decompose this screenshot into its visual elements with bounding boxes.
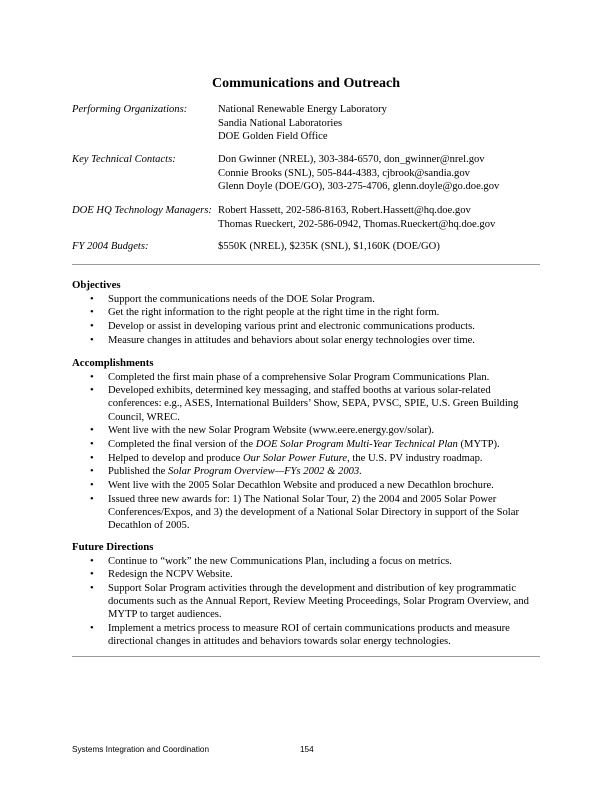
bullet-icon: • bbox=[90, 320, 94, 332]
bullet-icon: • bbox=[90, 452, 94, 464]
page-title: Communications and Outreach bbox=[212, 76, 400, 91]
accomplishments-list bbox=[72, 371, 542, 533]
list-item: • Measure changes in attitudes and behaviors about solar energy technologies over time. bbox=[90, 334, 475, 346]
list-item: • Redesign the NCPV Website. bbox=[90, 569, 233, 581]
document-title: Solar Program Overview—FYs 2002 & 2003. bbox=[168, 466, 362, 478]
list-item: • Went live with the 2005 Solar Decathlon Website and produced a new Decathlon brochure. bbox=[90, 480, 494, 492]
bullet-icon: • bbox=[90, 293, 94, 305]
bullet-icon: • bbox=[90, 569, 94, 581]
list-item: • Develop or assist in developing various print and electronic communications products. bbox=[90, 320, 475, 332]
performing-organizations-values bbox=[218, 103, 387, 144]
key-contacts-label: Key Technical Contacts: bbox=[72, 154, 176, 165]
list-item: • Support the communications needs of the DOE Solar Program. bbox=[90, 293, 375, 305]
bullet-icon: • bbox=[90, 334, 94, 346]
objectives-section bbox=[72, 279, 542, 347]
performing-organizations-label: Performing Organizations: bbox=[72, 104, 188, 115]
budget-value: $550K (NREL), $235K (SNL), $1,160K (DOE/GO) bbox=[218, 241, 440, 252]
budgets-values bbox=[218, 240, 440, 254]
future-directions-section bbox=[72, 541, 542, 649]
bullet-icon: • bbox=[90, 425, 94, 437]
bullet-icon: • bbox=[90, 371, 94, 383]
bullet-icon: • bbox=[90, 555, 94, 567]
key-contacts-values bbox=[218, 153, 499, 194]
manager-value: Thomas Rueckert, 202-586-0942, Thomas.Rueckert@hq.doe.gov bbox=[218, 218, 496, 230]
bullet-icon: • bbox=[90, 623, 94, 635]
future-directions-heading: Future Directions bbox=[72, 541, 154, 553]
bullet-icon: • bbox=[90, 480, 94, 492]
objectives-list bbox=[72, 293, 542, 347]
list-item: • Went live with the new Solar Program Website (www.eere.energy.gov/solar). bbox=[90, 425, 435, 437]
accomplishments-heading: Accomplishments bbox=[72, 357, 154, 369]
list-item: • Helped to develop and produce Our Solar Power Future, the U.S. PV industry roadmap. bbox=[90, 452, 483, 464]
footer-page-number: 154 bbox=[300, 745, 314, 754]
document-title: DOE Solar Program Multi-Year Technical Plan bbox=[255, 439, 458, 451]
list-item: • Support Solar Program activities through the development and distribution of key programmatic documents such as the Annual Report, Review Meeting Proceedings, Solar Program Overview, and MYTP to target audiences. bbox=[90, 582, 529, 621]
footer-section-name: Systems Integration and Coordination bbox=[72, 745, 209, 754]
list-item: • Implement a metrics process to measure ROI of certain communications products and measure directional changes in attitudes and behaviors towards solar energy technologies. bbox=[90, 623, 510, 648]
list-item: • Get the right information to the right people at the right time in the right form. bbox=[90, 307, 440, 319]
managers-label: DOE HQ Technology Managers: bbox=[72, 205, 212, 216]
list-item: • Developed exhibits, determined key messaging, and staffed booths at various solar-related conferences: e.g., ASES, International Builders’ Show, SEPA, PVSC, SPIE, U.S. Green Building Council, WREC. bbox=[90, 385, 519, 423]
managers-values bbox=[218, 204, 495, 231]
manager-value: Robert Hassett, 202-586-8163, Robert.Hassett@hq.doe.gov bbox=[218, 205, 471, 216]
bullet-icon: • bbox=[90, 439, 94, 451]
bullet-icon: • bbox=[90, 385, 94, 397]
bullet-icon: • bbox=[90, 466, 94, 478]
contact-value: Connie Brooks (SNL), 505-844-4383, cjbrook@sandia.gov bbox=[218, 167, 470, 179]
list-item: • Published the Solar Program Overview—FYs 2002 & 2003. bbox=[90, 466, 362, 478]
list-item: • Continue to “work” the new Communications Plan, including a focus on metrics. bbox=[90, 555, 452, 567]
document-title: Our Solar Power Future bbox=[243, 452, 348, 464]
org-value: Sandia National Laboratories bbox=[218, 117, 343, 129]
list-item: • Completed the final version of the DOE Solar Program Multi-Year Technical Plan (MYTP). bbox=[90, 439, 500, 451]
budgets-label: FY 2004 Budgets: bbox=[72, 241, 149, 252]
future-directions-list bbox=[72, 555, 542, 649]
org-value: National Renewable Energy Laboratory bbox=[218, 104, 387, 115]
contact-value: Don Gwinner (NREL), 303-384-6570, don_gwinner@nrel.gov bbox=[218, 154, 485, 165]
bullet-icon: • bbox=[90, 582, 94, 594]
bullet-icon: • bbox=[90, 307, 94, 319]
divider-bottom bbox=[72, 656, 540, 657]
bullet-icon: • bbox=[90, 493, 94, 505]
list-item: • Completed the first main phase of a comprehensive Solar Program Communications Plan. bbox=[90, 371, 490, 383]
accomplishments-section bbox=[72, 357, 542, 533]
contact-value: Glenn Doyle (DOE/GO), 303-275-4706, glenn.doyle@go.doe.gov bbox=[218, 181, 500, 192]
objectives-heading: Objectives bbox=[72, 279, 121, 291]
list-item: • Issued three new awards for: 1) The National Solar Tour, 2) the 2004 and 2005 Solar Power Conferences/Expos, and 3) the development of a National Solar Directory in support of the Solar Decathlon of 2005. bbox=[90, 493, 519, 532]
org-value: DOE Golden Field Office bbox=[218, 131, 328, 142]
divider-top bbox=[72, 264, 540, 265]
